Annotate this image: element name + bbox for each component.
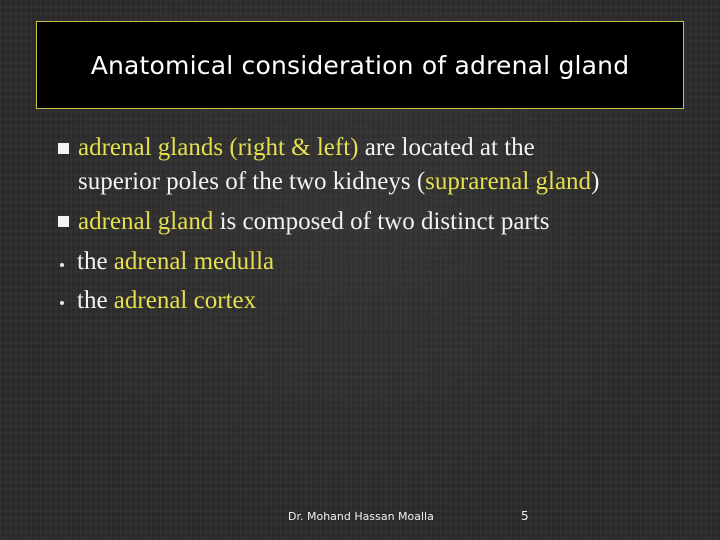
bullet-3-seg-2: adrenal medulla (113, 248, 275, 275)
bullet-1-line-1 (78, 132, 535, 163)
bullet-3-seg-1: the (77, 248, 114, 275)
page-number: 5 (521, 509, 529, 523)
bullet-1-seg-3: are located at the (358, 134, 535, 161)
bullet-3-line-1 (77, 246, 274, 277)
bullet-1-line2-seg-1: superior poles of the two kidneys ( (78, 168, 426, 195)
dot-bullet-icon (60, 263, 64, 267)
bullet-1-seg-1: adrenal glands (78, 134, 230, 161)
bullet-4-seg-1: the (77, 287, 114, 314)
bullet-1-line-2 (78, 166, 599, 197)
bullet-2-seg-1: adrenal gland (78, 208, 214, 235)
bullet-2-seg-2: is composed of two distinct parts (213, 208, 550, 235)
square-bullet-icon (58, 143, 69, 154)
bullet-1-line2-seg-3: ) (591, 168, 600, 195)
dot-bullet-icon (60, 301, 64, 305)
bullet-1-seg-2: (right & left) (229, 134, 359, 161)
bullet-2-line-1 (78, 206, 549, 237)
slide-title: Anatomical consideration of adrenal gland (90, 50, 630, 80)
bullet-4-seg-2: adrenal cortex (113, 287, 257, 314)
bullet-4-line-1 (77, 285, 256, 316)
bullet-1-line2-seg-2: suprarenal gland (425, 168, 592, 195)
square-bullet-icon (58, 216, 69, 227)
footer-author: Dr. Mohand Hassan Moalla (288, 510, 434, 523)
